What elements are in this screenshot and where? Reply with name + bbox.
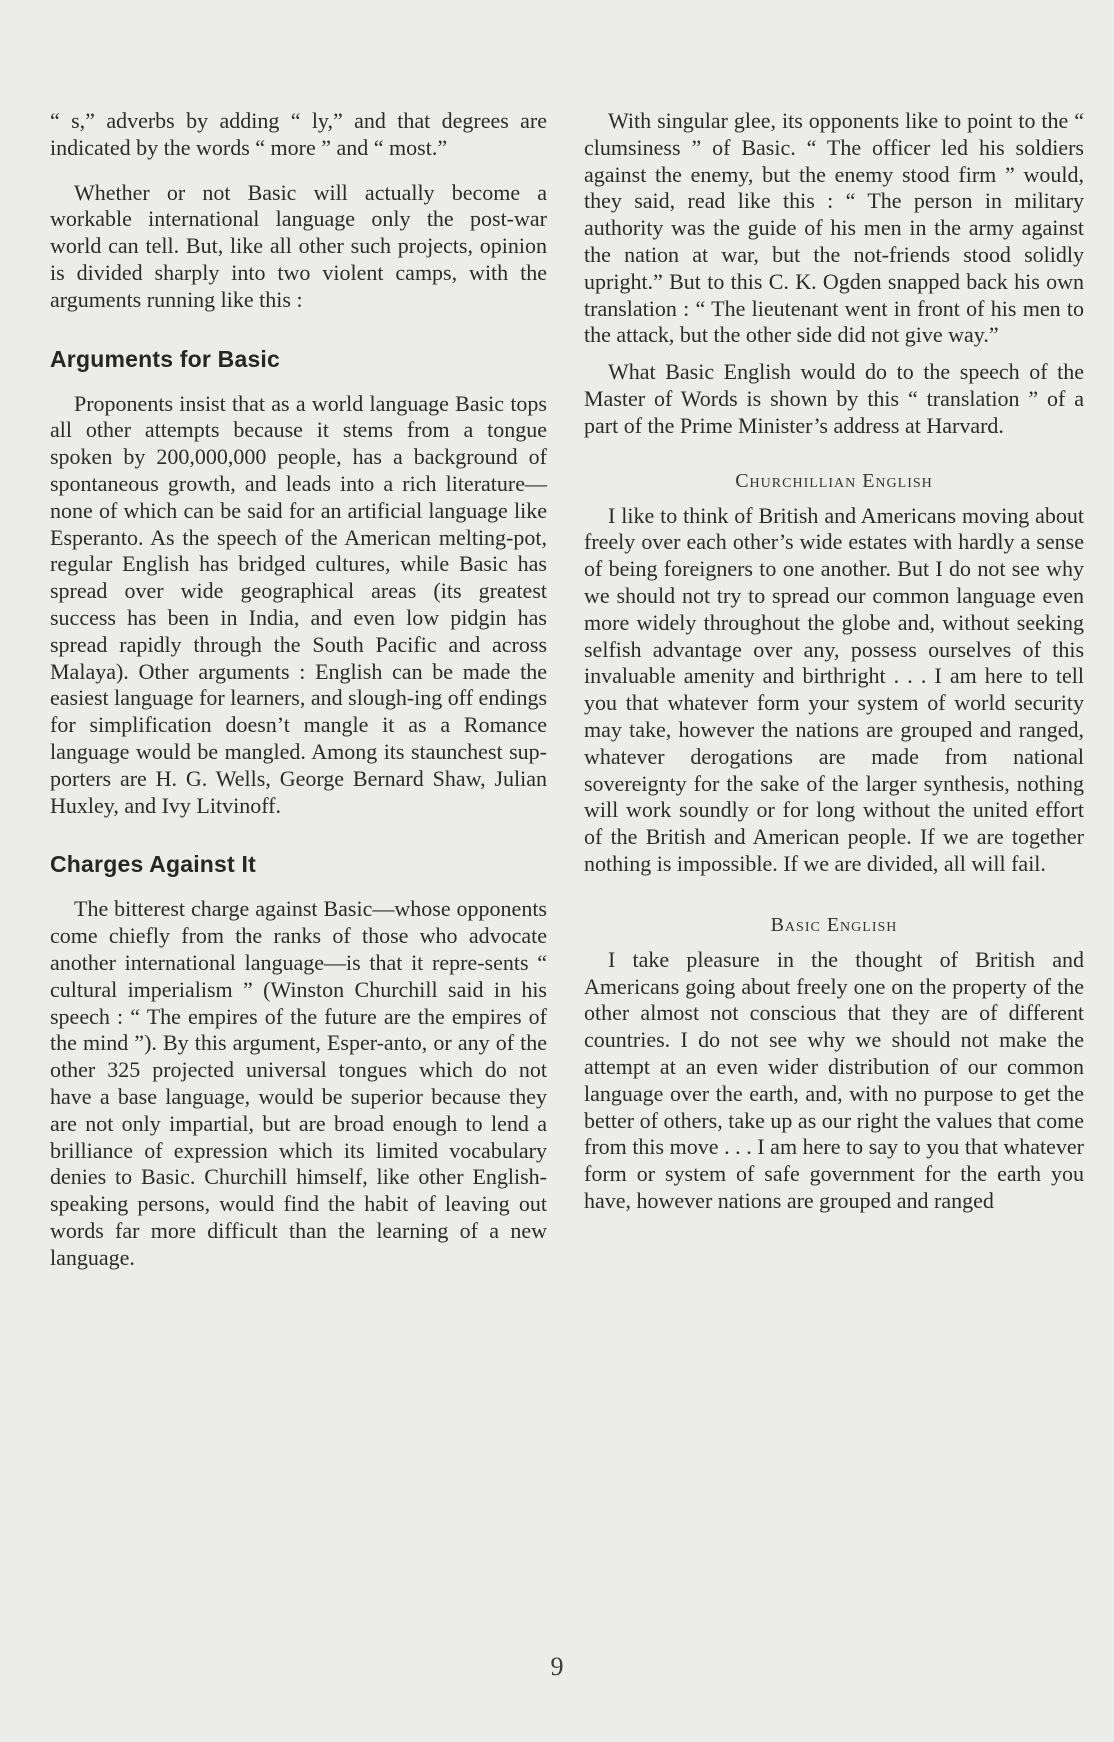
heading-charges-against: Charges Against It [50,851,256,878]
paragraph-basic-quote: I take pleasure in the thought of British and Americans going about freely one on the property of the other almost not conscious that they are of different countries. I do not see why we should not make the attempt at an even wider distribution of our common language over the earth, and, with no purpose to get the better of others, take up as our right the values that come from this move . . . I am here to say to you that whatever form or system of safe government for the earth you have, however nations are grouped and ranged [584,946,1084,1213]
paragraph-basic-future: Whether or not Basic will actually become a workable international language only the post-war world can tell. But, like all other such projects, opinion is divided sharply into two violent camps, with the arguments running like this : [50,179,547,312]
paragraph-translation-intro: What Basic English would do to the speech of the Master of Words is shown by this “ translation ” of a part of the Prime Minister’s address at Harvard. [584,359,1084,438]
heading-basic-english: Basic English [770,913,898,936]
heading-churchillian-english: Churchillian English [735,469,933,492]
paragraph-charges: The bitterest charge against Basic—whose opponents come chiefly from the ranks of those who advocate another international language—is that it repre-sents “ cultural imperialism ” (Winston Churchill said in his speech : “ The empires of the future are the empires of the mind ”). By this argument, Esper-anto, or any of the other 325 projected universal tongues which do not have a base language, would be superior because they are not only impartial, but are broad enough to lend a brilliance of expression which its limited vocabulary denies to Basic. Churchill himself, like other English-speaking persons, would find the habit of leaving out words far more difficult than the learning of a new language. [50,896,547,1270]
paragraph-proponents: Proponents insist that as a world language Basic tops all other attempts because it stems from a tongue spoken by 200,000,000 people, has a background of spontaneous growth, and leads into a rich literature—none of which can be said for an artificial language like Esperanto. As the speech of the American melting-pot, regular English has bridged cultures, while Basic has spread over wide geographical areas (its greatest success has been in India, and even low pidgin has spread rapidly through the South Pacific and across Malaya). Other arguments : English can be made the easiest language for learners, and slough-ing off endings for simplification doesn’t mangle it as a Romance language would be mangled. Among its staunchest sup-porters are H. G. Wells, George Bernard Shaw, Julian Huxley, and Ivy Litvinoff. [50,390,547,818]
paragraph-continuation: “ s,” adverbs by adding “ ly,” and that degrees are indicated by the words “ more ” and “ most.” [50,108,547,160]
heading-arguments-for: Arguments for Basic [50,345,281,372]
paragraph-churchillian-quote: I like to think of British and Americans moving about freely over each other’s wide estates with hardly a sense of being foreigners to one another. But I do not see why we should not try to spread our common language even more widely throughout the globe and, without seeking selfish advantage over any, possess ourselves of this invaluable amenity and birthright . . . I am here to tell you that whatever form your system of world security may take, however the nations are grouped and ranged, whatever derogations are made from national sovereignty for the sake of the larger synthesis, nothing will work soundly or for long without the united effort of the British and American people. If we are together nothing is impossible. If we are divided, all will fail. [584,502,1084,876]
page-number: 9 [550,1652,564,1681]
paragraph-clumsiness: With singular glee, its opponents like to point to the “ clumsiness ” of Basic. “ The officer led his soldiers against the enemy, but the enemy stood firm ” would, they said, read like this : “ The person in military authority was the guide of his men in the army against the nation at war, but the not-friends stood solidly upright.” But to this C. K. Ogden snapped back his own translation : “ The lieutenant went in front of his men to the attack, but the other side did not give way.” [584,108,1084,348]
left-column [50,108,547,1271]
right-column [584,108,1084,1215]
